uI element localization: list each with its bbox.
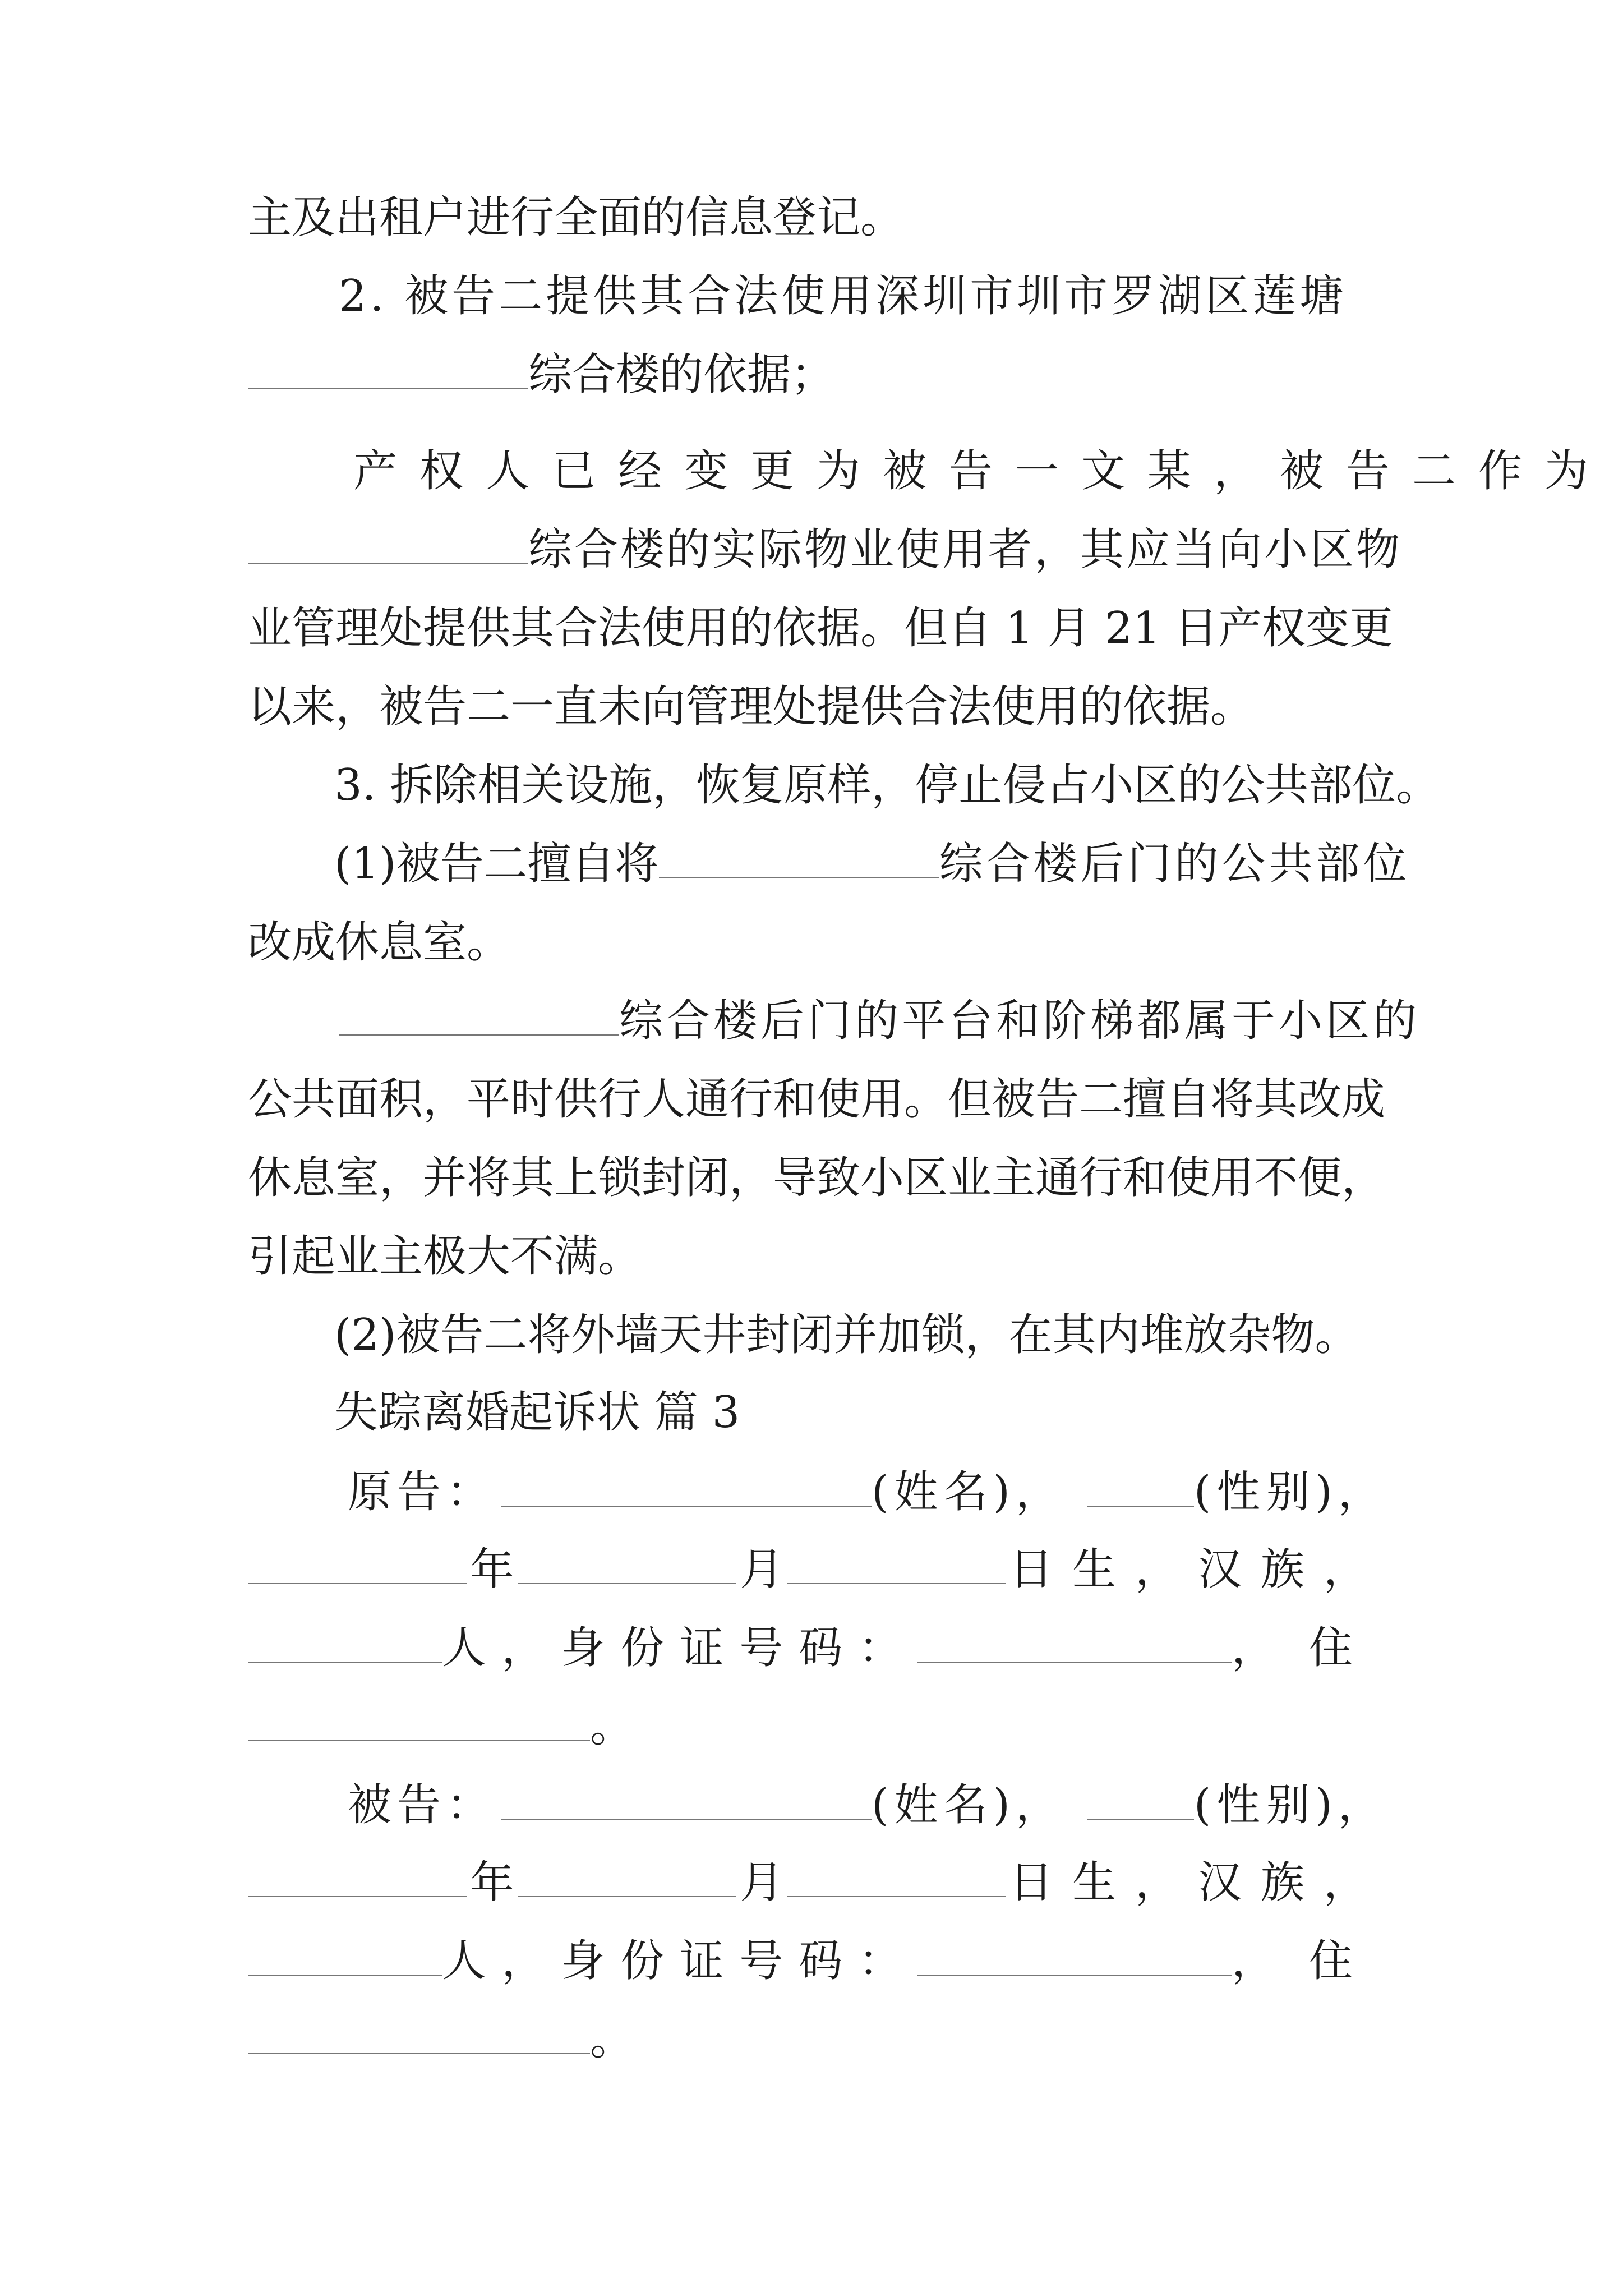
text-run: ，住: [1231, 1936, 1386, 1986]
paragraph-line: 公共面积，平时供行人通行和使用。但被告二擅自将其改成: [248, 1074, 1386, 1125]
fill-blank: [248, 2014, 590, 2054]
paragraph-line: 业管理处提供其合法使用的依据。但自 1 月 21 日产权变更: [248, 603, 1394, 654]
fill-blank: [659, 838, 939, 878]
paragraph-line: [334, 836, 1410, 892]
text-run: 综合楼的依据；: [528, 349, 835, 400]
address-line: [248, 2012, 634, 2068]
paragraph-line: [248, 522, 1402, 578]
fill-blank: [501, 1466, 872, 1507]
fill-blank: [248, 349, 528, 389]
fill-blank: [518, 1857, 736, 1897]
paragraph-line: 休息室，并将其上锁封闭，导致小区业主通行和使用不便，: [248, 1153, 1386, 1203]
fill-blank: [248, 1622, 442, 1663]
defendant-label: 被告：: [348, 1780, 496, 1830]
text-run: 月: [740, 1544, 784, 1595]
plaintiff-line: [348, 1464, 1387, 1520]
text-run: (性别)，: [1193, 1467, 1387, 1517]
text-run: (1)被告二擅自将: [334, 839, 659, 889]
text-run: 。: [590, 1701, 634, 1752]
text-run: 。: [590, 2014, 634, 2065]
text-run: 日生，汉族，: [1009, 1544, 1386, 1595]
fill-blank: [501, 1779, 872, 1820]
text-run: (姓名)，: [872, 1467, 1065, 1517]
text-run: (姓名)，: [872, 1780, 1065, 1830]
birth-line: [248, 1542, 1386, 1598]
fill-blank: [248, 1935, 442, 1976]
fill-blank: [248, 524, 528, 564]
defendant-line: [348, 1777, 1387, 1833]
paragraph-line: 以来，被告二一直未向管理处提供合法使用的依据。: [248, 682, 1255, 732]
text-run: ，住: [1231, 1623, 1386, 1673]
plaintiff-label: 原告：: [348, 1467, 496, 1517]
text-run: 综合楼后门的公共部位: [939, 839, 1410, 889]
text-run: 综合楼的实际物业使用者，其应当向小区物: [528, 524, 1403, 575]
fill-blank: [518, 1544, 736, 1584]
id-line: [248, 1620, 1386, 1676]
text-run: 日生，汉族，: [1009, 1857, 1386, 1908]
fill-blank: [1087, 1779, 1194, 1820]
paragraph-line: [248, 347, 834, 403]
fill-blank: [787, 1544, 1006, 1584]
fill-blank: [787, 1857, 1006, 1897]
text-run: 人，身份证号码：: [442, 1936, 918, 1986]
clause-2-text: 2. 被告二提供其合法使用深圳市圳市罗湖区莲塘: [339, 271, 1347, 321]
fill-blank: [917, 1622, 1232, 1663]
address-line: [248, 1699, 634, 1755]
fill-blank: [248, 1701, 590, 1741]
fill-blank: [917, 1935, 1232, 1976]
id-line: [248, 1933, 1386, 1989]
text-run: 综合楼后门的平台和阶梯都属于小区的: [619, 996, 1421, 1046]
fill-blank: [248, 1544, 467, 1584]
paragraph-line: 改成休息室。: [248, 917, 511, 968]
fill-blank: [1087, 1466, 1194, 1507]
paragraph-line: 主及出租户进行全面的信息登记。: [248, 192, 905, 243]
text-run: 人，身份证号码：: [442, 1623, 918, 1673]
fill-blank: [339, 995, 619, 1036]
paragraph-line: 3. 拆除相关设施，恢复原样，停止侵占小区的公共部位。: [334, 760, 1440, 811]
text-run: 年: [470, 1857, 514, 1908]
paragraph-line: (2)被告二将外墙天井封闭并加锁，在其内堆放杂物。: [334, 1310, 1359, 1360]
paragraph-line: [339, 993, 1420, 1049]
text-run: 年: [470, 1544, 514, 1595]
text-run: (性别)，: [1193, 1780, 1387, 1830]
paragraph-line: 引起业主极大不满。: [248, 1231, 642, 1282]
birth-line: [248, 1855, 1386, 1911]
fill-blank: [248, 1857, 467, 1897]
section-title: 失踪离婚起诉状 篇 3: [334, 1387, 740, 1438]
paragraph-line: 产权人已经变更为被告一文某，被告二作为: [353, 446, 1611, 496]
text-run: 月: [740, 1857, 784, 1908]
paragraph-line: [339, 268, 1386, 324]
